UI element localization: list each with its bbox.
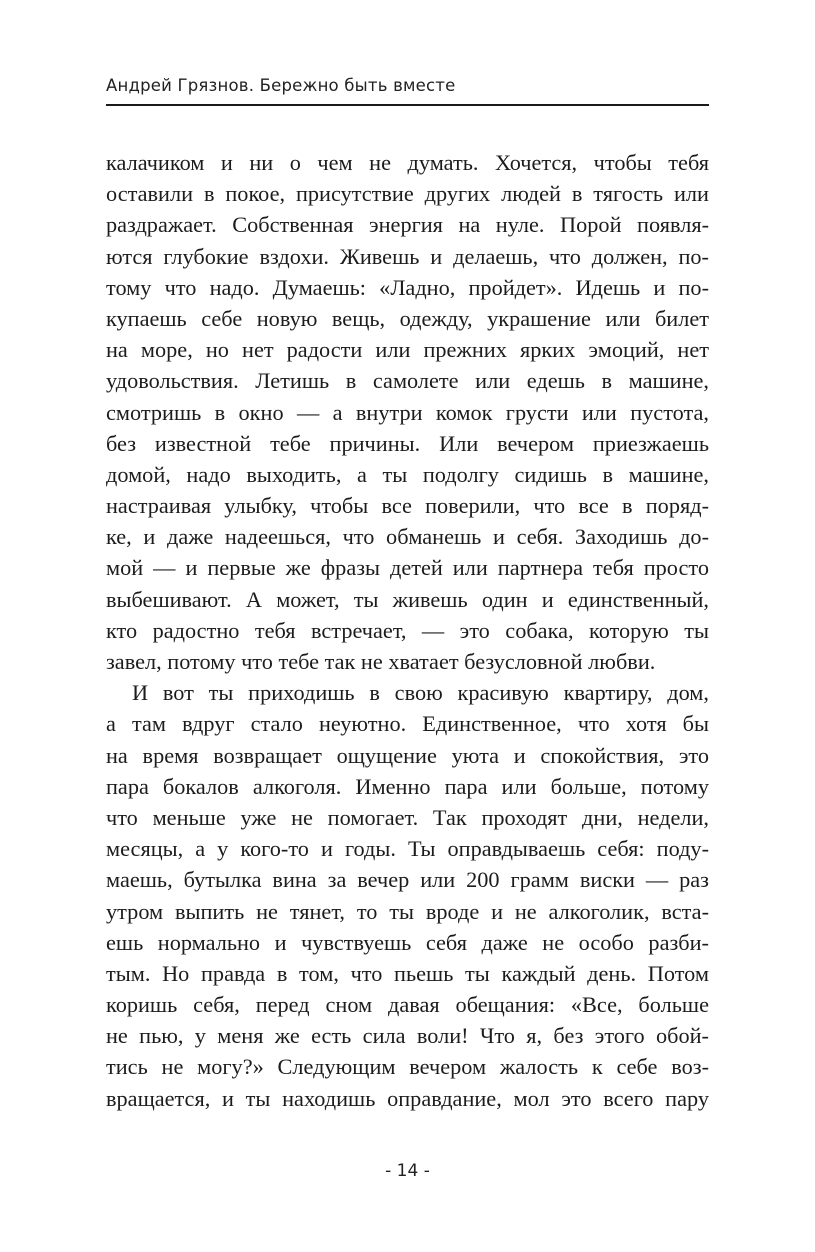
text-line: мой — и первые же фразы детей или партнера тебя просто	[106, 555, 709, 581]
text-line: пара бокалов алкоголя. Именно пара или больше, потому	[106, 773, 709, 799]
text-line: без известной тебе причины. Или вечером приезжаешь	[106, 430, 709, 456]
page-number: - 14 -	[385, 1161, 430, 1181]
text-line: ются глубокие вздохи. Живешь и делаешь, что должен, по-	[106, 243, 709, 269]
text-line: маешь, бутылка вина за вечер или 200 грамм виски — раз	[106, 867, 709, 893]
text-line: тись не могу?» Следующим вечером жалость к себе воз-	[106, 1054, 709, 1080]
text-line: что меньше уже не помогает. Так проходят дни, недели,	[106, 804, 709, 830]
text-line: ке, и даже надеешься, что обманешь и себя. Заходишь до-	[106, 524, 709, 550]
text-line: завел, потому что тебе так не хватает безусловной любви.	[106, 649, 656, 674]
header-rule	[106, 104, 709, 106]
paragraph	[106, 677, 709, 1114]
text-line: удовольствия. Летишь в самолете или едешь в машине,	[106, 368, 709, 394]
text-line: калачиком и ни о чем не думать. Хочется, чтобы тебя	[106, 150, 709, 175]
text-line: кто радостно тебя встречает, — это собака, которую ты	[106, 617, 709, 643]
text-line: вращается, и ты находишь оправдание, мол это всего пару	[106, 1085, 709, 1111]
text-line: ешь нормально и чувствуешь себя даже не особо разби-	[106, 929, 709, 955]
text-line: оставили в покое, присутствие других людей в тягость или	[106, 181, 709, 207]
text-line: И вот ты приходишь в свою красивую квартиру, дом,	[132, 680, 709, 706]
text-line: тым. Но правда в том, что пьешь ты каждый день. Потом	[106, 960, 709, 986]
text-line: смотришь в окно — а внутри комок грусти или пустота,	[106, 399, 709, 425]
paragraph	[106, 147, 709, 677]
text-line: на время возвращает ощущение уюта и спокойствия, это	[106, 742, 709, 768]
text-line: не пью, у меня же есть сила воли! Что я, без этого обой-	[106, 1023, 709, 1049]
text-line: на море, но нет радости или прежних ярких эмоций, нет	[106, 337, 709, 363]
text-line: а там вдруг стало неуютно. Единственное, что хотя бы	[106, 711, 709, 737]
running-header-title: Андрей Грязнов. Бережно быть вместе	[106, 76, 456, 95]
text-line: коришь себя, перед сном давая обещания: «Все, больше	[106, 992, 709, 1018]
text-line: тому что надо. Думаешь: «Ладно, пройдет». Идешь и по-	[106, 274, 709, 300]
text-line: купаешь себе новую вещь, одежду, украшение или билет	[106, 305, 709, 331]
body-text	[106, 147, 709, 1114]
text-line: месяцы, а у кого-то и годы. Ты оправдываешь себя: поду-	[106, 836, 709, 862]
text-line: настраивая улыбку, чтобы все поверили, что все в поряд-	[106, 493, 709, 519]
text-line: выбешивают. А может, ты живешь один и единственный,	[106, 586, 709, 612]
text-line: домой, надо выходить, а ты подолгу сидишь в машине,	[106, 461, 709, 487]
text-line: утром выпить не тянет, то ты вроде и не алкоголик, вста-	[106, 898, 709, 924]
text-line: раздражает. Собственная энергия на нуле. Порой появля-	[106, 212, 709, 238]
